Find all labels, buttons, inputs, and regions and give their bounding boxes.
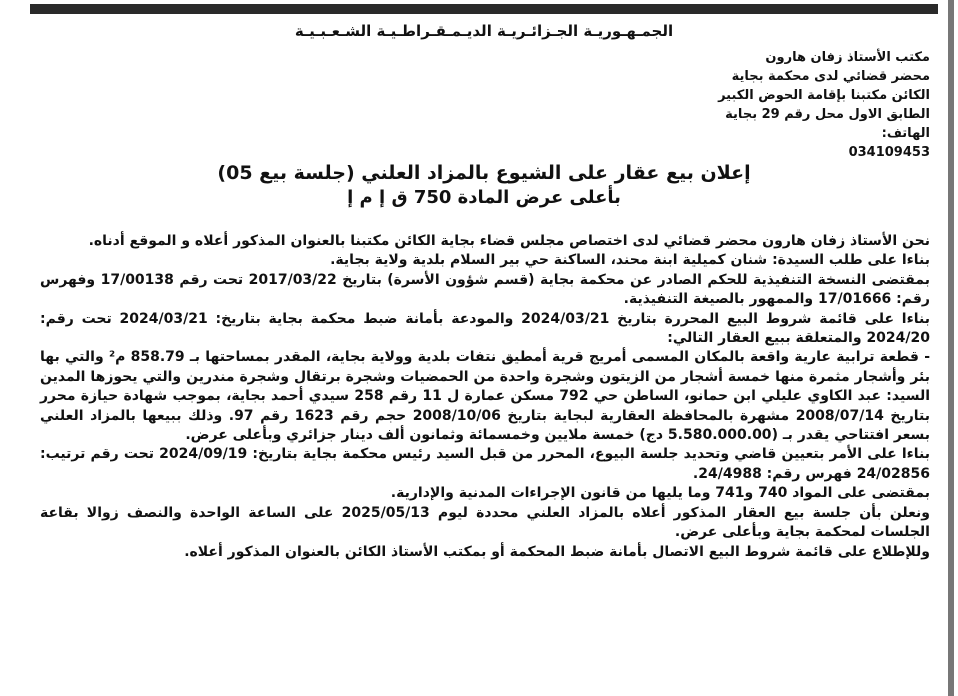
paragraph-conditions: بناءا على قائمة شروط البيع المحررة بتاريخ 2024/03/21 والمودعة بأمانة ضبط محكمة بجاية بتاريخ: 2024/03/21 تحت رقم: 2024/20 والمتعلقة ببيع العقار التالي: — [40, 310, 930, 347]
sender-phone: 034109453 — [848, 145, 930, 160]
sender-office: مكتب الأستاذ زفان هارون — [765, 50, 930, 65]
sender-block — [718, 48, 930, 162]
scan-edge-bar — [948, 0, 954, 696]
republic-header: الجمـهـوريـة الجـزائـريـة الديـمـقـراطـيـة الشـعـبـيـة — [294, 22, 674, 40]
announcement-title — [30, 160, 938, 210]
sender-address: الكائن مكتبنا بإقامة الحوض الكبير — [718, 88, 930, 103]
top-border-rule — [30, 4, 938, 14]
paragraph-contact: وللإطلاع على قائمة شروط البيع الاتصال بأمانة ضبط المحكمة أو بمكتب الأستاذ الكائن بالعنوان المذكور أعلاه. — [184, 543, 930, 560]
paragraph-request: بناءا على طلب السيدة: شنان كميلية ابنة محند، الساكنة حي بير السلام بلدية ولاية بجاية. — [330, 252, 930, 269]
paragraph-bailiff: نحن الأستاذ زفان هارون محضر قضائي لدى اختصاص مجلس قضاء بجاية الكائن مكتبنا بالعنوان المذكور أعلاه و الموقع أدناه. — [88, 233, 930, 249]
sender-phone-label: الهاتف: — [881, 126, 930, 141]
announcement-body — [40, 232, 930, 562]
announcement-page — [30, 18, 938, 690]
paragraph-judgment: بمقتضى النسخة التنفيذية للحكم الصادر عن محكمة بجاية (قسم شؤون الأسرة) بتاريخ 2017/03/22 تحت رقم 17/00138 وفهرس رقم: 17/01666 والممهور بالصيغة التنفيذية. — [40, 271, 930, 308]
title-line-2: بأعلى عرض المادة 750 ق إ م إ — [347, 187, 621, 208]
sender-role: محضر قضائي لدى محكمة بجاية — [731, 69, 930, 84]
paragraph-order: بناءا على الأمر بتعيين قاضي وتحديد جلسة البيوع، المحرر من قبل السيد رئيس محكمة بجاية بتاريخ: 2024/09/19 تحت رقم ترتيب: 24/02856 فهرس رقم: 24/4988. — [40, 446, 930, 482]
title-line-1: إعلان بيع عقار على الشيوع بالمزاد العلني (جلسة بيع 05) — [217, 162, 751, 184]
sender-floor: الطابق الاول محل رقم 29 بجاية — [725, 107, 930, 122]
paragraph-session: ونعلن بأن جلسة بيع العقار المذكور أعلاه بالمزاد العلني محددة ليوم 2025/05/13 على الساعة الواحدة والنصف زوالا بقاعة الجلسات لمحكمة بجاية وبأعلى عرض. — [40, 504, 930, 541]
paragraph-articles: بمقتضى على المواد 740 و741 وما يليها من قانون الإجراءات المدنية والإدارية. — [390, 485, 930, 502]
paragraph-property: - قطعة ترابية عارية واقعة بالمكان المسمى أمريج قرية أمطيق نتفات بلدية وولاية بجاية، المقدر بمساحتها بـ 858.79 م² والتي بها بئر وأشجار مثمرة منها خمسة أشجار من الزيتون وشجرة واحدة من الحمضيات وشجرة برتقال وشجرة مندرين والتي يحوزها المدين السيد: عبد الكاوي عليلي ابن حمانو، الساطن حي 792 مسكن عمارة ل 11 رقم 258 سيدي أحمد بجاية، بموجب شهادة حيازة محرر بتاريخ 2008/07/14 مشهرة بالمحافظة العقارية لبجاية بتاريخ 2008/10/06 حجم رقم 1623 رقم 97. وذلك ببيعها بالمزاد العلني بسعر افتتاحي يقدر بـ (5.580.000.00 دج) خمسة ملايين وخمسمائة وثمانون ألف دينار جزائري وبأعلى عرض. — [40, 349, 931, 444]
